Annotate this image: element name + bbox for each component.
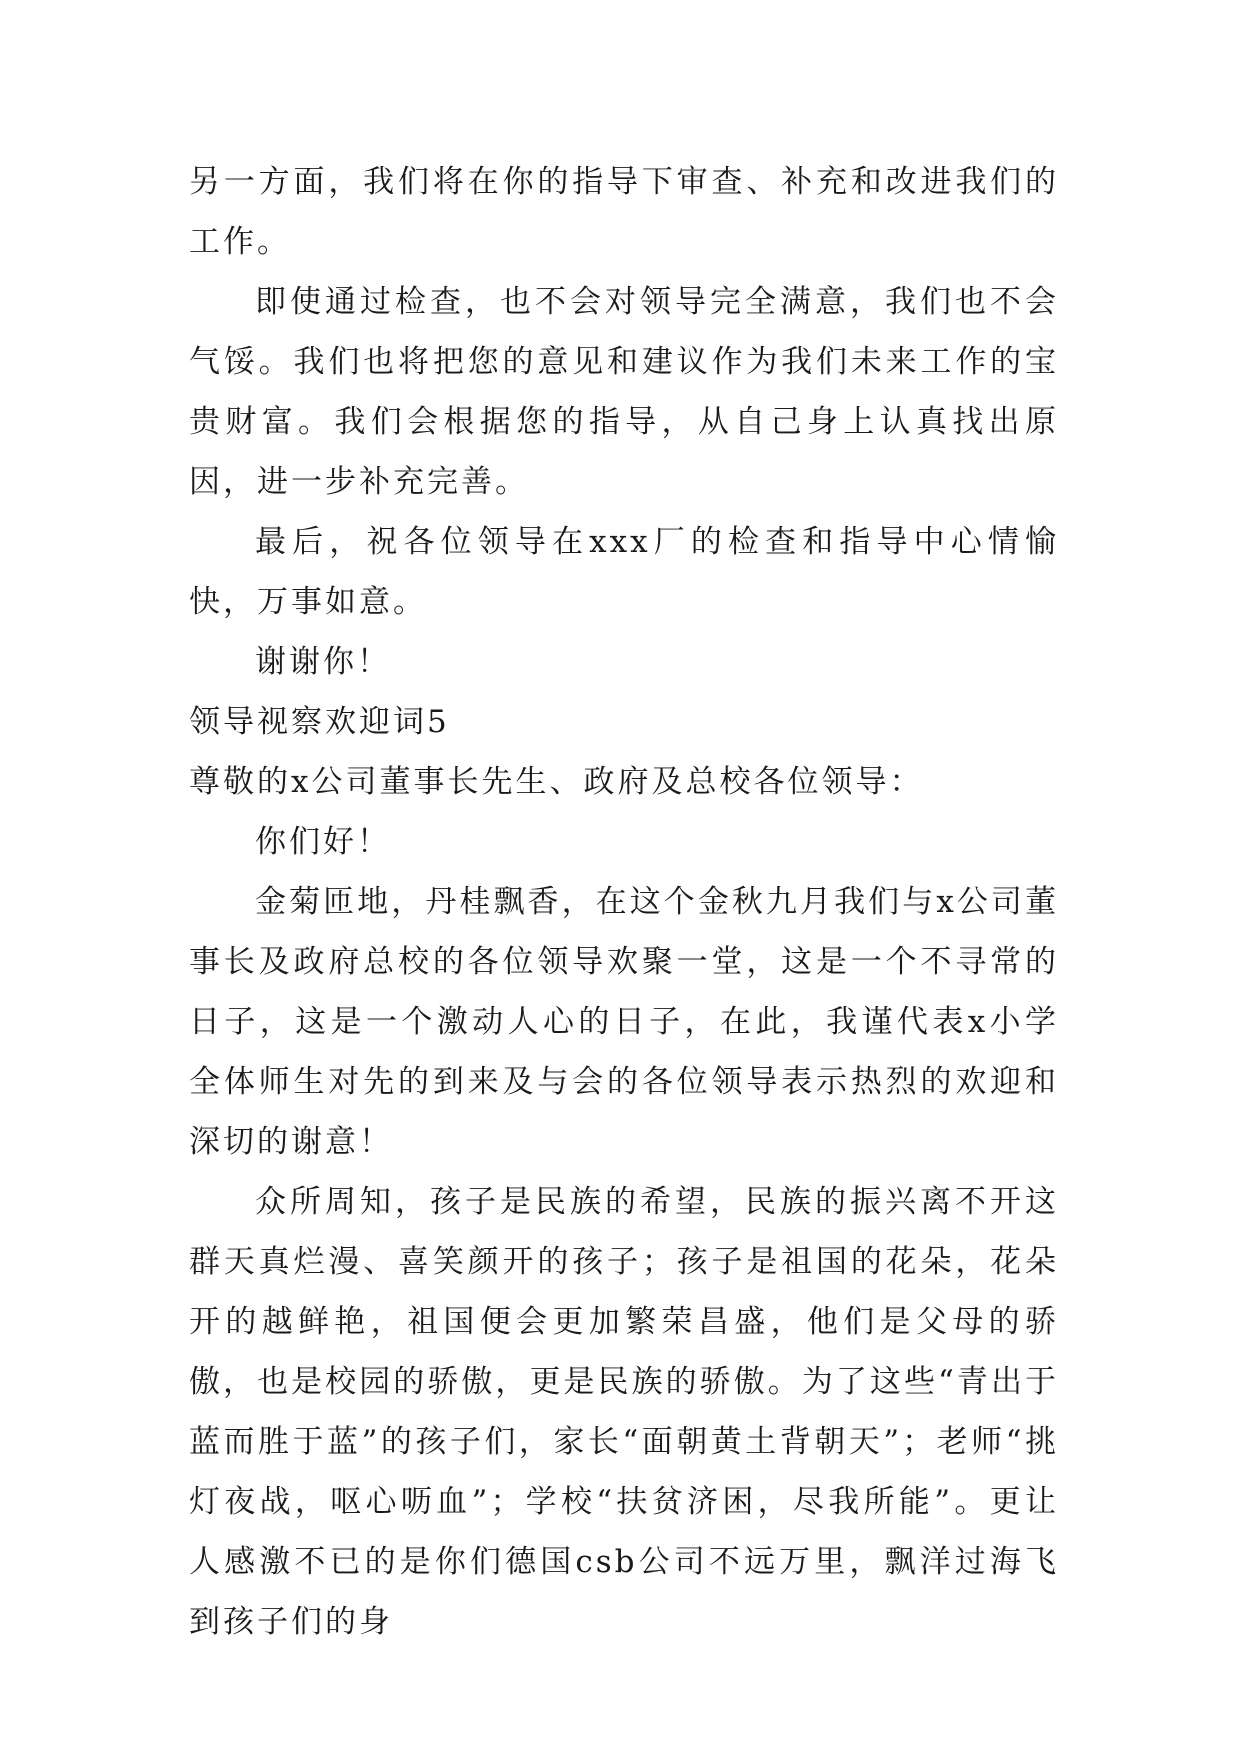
paragraph-3: 最后，祝各位领导在xxx厂的检查和指导中心情愉快，万事如意。: [189, 524, 1059, 620]
paragraph-2: 即使通过检查，也不会对领导完全满意，我们也不会气馁。我们也将把您的意见和建议作为我们未来工作的宝贵财富。我们会根据您的指导，从自己身上认真找出原因，进一步补充完善。: [189, 284, 1059, 500]
paragraph-1: 另一方面，我们将在你的指导下审查、补充和改进我们的工作。: [189, 164, 1059, 260]
section-heading: 领导视察欢迎词5: [189, 704, 450, 740]
document-body: [189, 152, 1059, 1652]
greeting: 你们好！: [255, 824, 391, 860]
paragraph-children: 众所周知，孩子是民族的希望，民族的振兴离不开这群天真烂漫、喜笑颜开的孩子；孩子是祖国的花朵，花朵开的越鲜艳，祖国便会更加繁荣昌盛，他们是父母的骄傲，也是校园的骄傲，更是民族的骄傲。为了这些“青出于蓝而胜于蓝”的孩子们，家长“面朝黄土背朝天”；老师“挑灯夜战，呕心呖血”；学校“扶贫济困，尽我所能”。更让人感激不已的是你们德国csb公司不远万里，飘洋过海飞到孩子们的身: [189, 1184, 1059, 1640]
salutation: 尊敬的x公司董事长先生、政府及总校各位领导：: [189, 764, 924, 800]
paragraph-thanks: 谢谢你！: [255, 644, 391, 680]
paragraph-welcome: 金菊匝地，丹桂飘香，在这个金秋九月我们与x公司董事长及政府总校的各位领导欢聚一堂，这是一个不寻常的日子，这是一个激动人心的日子，在此，我谨代表x小学全体师生对先的到来及与会的各位领导表示热烈的欢迎和深切的谢意！: [189, 884, 1059, 1160]
